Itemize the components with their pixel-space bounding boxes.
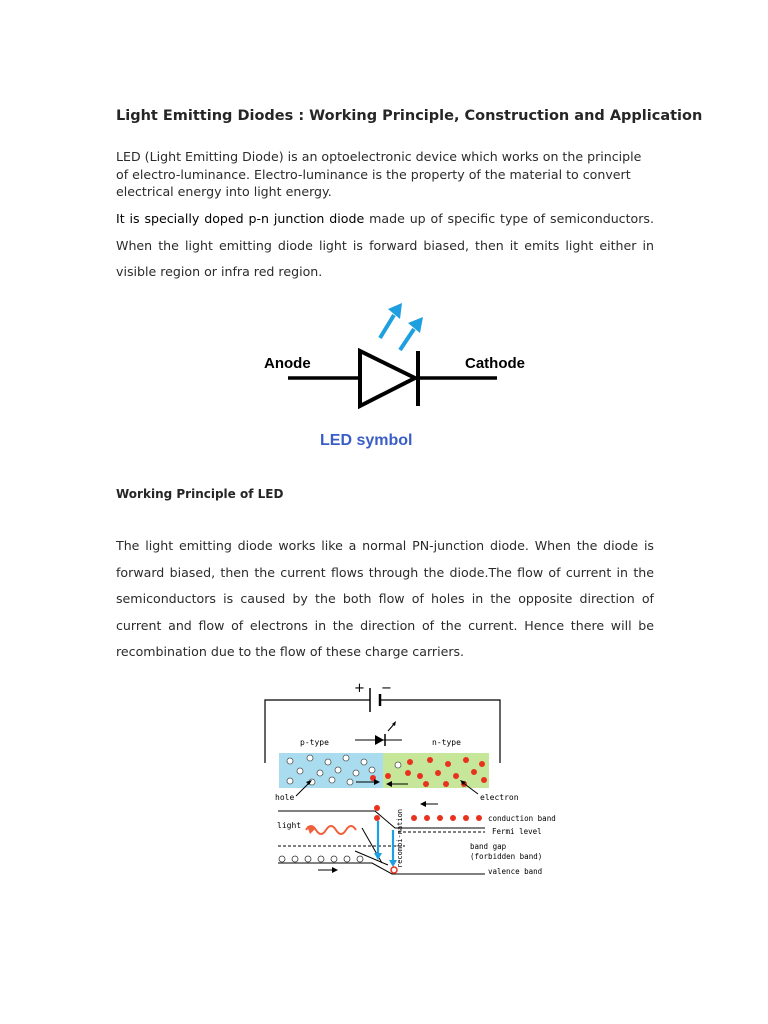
electron-label: electron: [480, 793, 519, 802]
intro-paragraph: LED (Light Emitting Diode) is an optoelectronic device which works on the principle of electro-luminance. Electro-luminance is the property of the material to convert electrical energy into light energy.: [116, 149, 642, 199]
doping-paragraph-rest: made up of specific type of semiconductors. When the light emitting diode light is forward biased, then it emits light either in visible region or infra red region.: [116, 211, 654, 279]
diode-triangle-icon: [360, 351, 415, 406]
emission-arrows-icon: [380, 303, 423, 350]
light-label: light: [277, 821, 302, 830]
n-type-label: n-type: [432, 738, 461, 747]
led-symbol-figure: [250, 295, 550, 455]
doping-paragraph: [116, 206, 654, 286]
band-gap-label: band gap: [470, 842, 507, 851]
working-principle-paragraph: The light emitting diode works like a normal PN-junction diode. When the diode is forward biased, then the current flows through the diode.The flow of current in the semiconductors is caused by the both flow of holes in the opposite direction of current and flow of electrons in the direction of the current. Hence there will be recombination due to the flow of these charge carriers.: [116, 538, 654, 659]
hole-label: hole: [275, 793, 295, 802]
valence-band-label: valence band: [488, 867, 543, 876]
working-principle-heading: Working Principle of LED: [116, 487, 284, 501]
recombination-label: recombi-nation: [396, 808, 404, 868]
battery-plus-sign: +: [354, 681, 365, 696]
conduction-band-label: conduction band: [488, 814, 556, 823]
led-symbol-caption: LED symbol: [320, 432, 413, 449]
forbidden-band-label: (forbidden band): [470, 852, 543, 861]
doping-paragraph-lead: It is specially doped p-n junction diode: [116, 211, 365, 226]
fermi-level-label: Fermi level: [492, 827, 542, 836]
cathode-label: Cathode: [465, 355, 525, 372]
p-type-label: p-type: [300, 738, 329, 747]
anode-label: Anode: [264, 355, 311, 372]
small-diode-icon: [355, 721, 402, 746]
pn-junction-diagram: [260, 678, 560, 883]
battery-minus-sign: −: [381, 681, 392, 696]
document-title: Light Emitting Diodes : Working Principle, Construction and Application: [116, 108, 703, 124]
